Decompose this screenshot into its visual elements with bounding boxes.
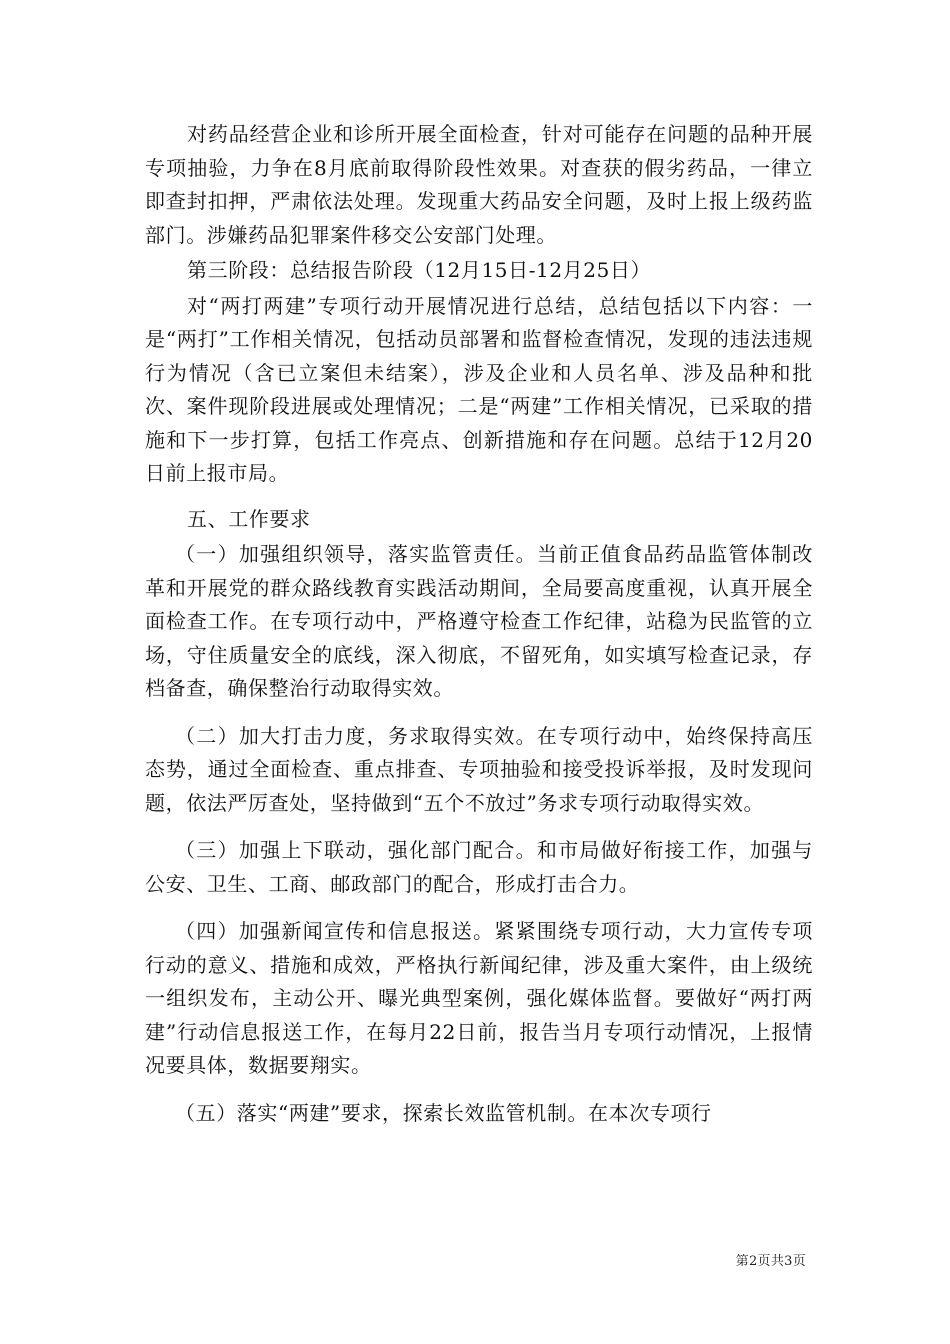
paragraph-requirement-5: （五）落实“两建”要求，探索长效监管机制。在本次专项行: [175, 1100, 712, 1125]
page-indicator: 第2页共3页: [735, 1254, 806, 1269]
paragraph-requirement-3: （三）加强上下联动，强化部门配合。和市局做好衔接工作，加强与公安、卫生、工商、邮政部门的配合，形成打击合力。: [145, 838, 813, 896]
paragraph-requirement-2: （二）加大打击力度，务求取得实效。在专项行动中，始终保持高压态势，通过全面检查、重点排查、专项抽验和接受投诉举报，及时发现问题，依法严厉查处，坚持做到“五个不放过”务求专项行动取得实效。: [145, 723, 813, 815]
document-body: [145, 118, 813, 1130]
paragraph-inspection: 对药品经营企业和诊所开展全面检查，针对可能存在问题的品种开展专项抽验，力争在8月底前取得阶段性效果。对查获的假劣药品，一律立即查封扣押，严肃依法处理。发现重大药品安全问题，及时上报上级药监部门。涉嫌药品犯罪案件移交公安部门处理。: [145, 122, 813, 247]
paragraph-summary: 对“两打两建”专项行动开展情况进行总结，总结包括以下内容：一是“两打”工作相关情况，包括动员部署和监督检查情况，发现的违法违规行为情况（含已立案但未结案），涉及企业和人员名单、涉及品种和批次、案件现阶段进展或处理情况；二是“两建”工作相关情况，已采取的措施和下一步打算，包括工作亮点、创新措施和存在问题。总结于12月20日前上报市局。: [145, 293, 813, 485]
paragraph-requirement-1: （一）加强组织领导，落实监管责任。当前正值食品药品监管体制改革和开展党的群众路线教育实践活动期间，全局要高度重视，认真开展全面检查工作。在专项行动中，严格遵守检查工作纪律，站稳为民监管的立场，守住质量安全的底线，深入彻底，不留死角，如实填写检查记录，存档备查，确保整治行动取得实效。: [145, 542, 813, 700]
paragraph-requirement-4: （四）加强新闻宣传和信息报送。紧紧围绕专项行动，大力宣传专项行动的意义、措施和成效，严格执行新闻纪律，涉及重大案件，由上级统一组织发布，主动公开、曝光典型案例，强化媒体监督。要做好“两打两建”行动信息报送工作，在每月22日前，报告当月专项行动情况，上报情况要具体，数据要翔实。: [145, 919, 813, 1077]
heading-work-requirements: 五、工作要求: [187, 506, 311, 531]
heading-stage-three: 第三阶段：总结报告阶段（12月15日-12月25日）: [187, 258, 652, 282]
